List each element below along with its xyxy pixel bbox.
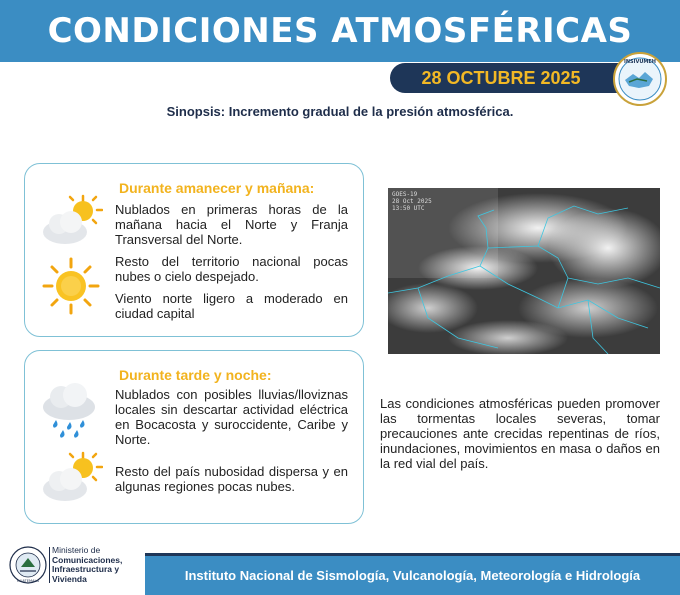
satellite-meta-line3: 13:50 UTC: [392, 205, 425, 212]
sun-icon: [41, 256, 101, 316]
satellite-map-icon: [388, 188, 660, 354]
institute-name: Instituto Nacional de Sismología, Vulcanología, Meteorología e Hidrología: [184, 568, 641, 583]
ministry-line2: Comunicaciones,: [52, 554, 123, 565]
partly-cloudy-icon: [39, 451, 103, 503]
rain-cloud-icon: [37, 377, 101, 441]
afternoon-item-2: Resto del país nubosidad dispersa y en algunas regiones pocas nubes.: [115, 464, 348, 494]
morning-item-1: Nublados en primeras horas de la mañana hacia el Norte y Franja Transversal del Norte.: [115, 202, 348, 247]
morning-item-3: Viento norte ligero a moderado en ciudad capital: [115, 291, 348, 321]
morning-item-2: Resto del territorio nacional pocas nubes o cielo despejado.: [115, 254, 348, 284]
morning-card-title: Durante amanecer y mañana:: [119, 180, 315, 196]
guatemala-coat-of-arms-icon: [8, 545, 48, 585]
header-banner: [0, 0, 680, 62]
afternoon-card-title: Durante tarde y noche:: [119, 367, 272, 383]
afternoon-item-1: Nublados con posibles lluvias/lloviznas locales sin descartar actividad eléctrica en Bocacosta y suroccidente, Caribe y Norte.: [115, 387, 348, 447]
ministry-line3: Infraestructura y: [52, 564, 120, 574]
sinopsis-text: Sinopsis: Incremento gradual de la presión atmosférica.: [166, 104, 514, 119]
partly-cloudy-icon: [39, 194, 103, 246]
coat-of-arms-label: GUATEMALA: [16, 579, 40, 583]
ministry-line1: Ministerio de: [52, 545, 101, 555]
satellite-meta-line1: GOES-19: [392, 191, 418, 198]
insivumeh-seal-icon: [613, 52, 667, 106]
satellite-meta-line2: 28 Oct 2025: [392, 198, 432, 205]
ministry-logo-text: [52, 546, 122, 584]
footer-bar: [145, 553, 680, 595]
afternoon-card: [24, 350, 364, 524]
date-text: 28 OCTUBRE 2025: [421, 67, 581, 88]
ministry-divider: [49, 547, 50, 583]
page-title: CONDICIONES ATMOSFÉRICAS: [47, 11, 633, 51]
morning-card: [24, 163, 364, 337]
seal-label: INSIVUMEH: [623, 59, 657, 65]
satellite-image: [388, 188, 660, 354]
date-badge: [390, 63, 630, 93]
ministry-line4: Vivienda: [52, 573, 87, 584]
advisory-note: Las condiciones atmosféricas pueden promover las tormentas locales severas, tomar precauciones ante crecidas repentinas de ríos, inundaciones, movimientos en masa o daños en la red vial del país.: [380, 396, 660, 471]
